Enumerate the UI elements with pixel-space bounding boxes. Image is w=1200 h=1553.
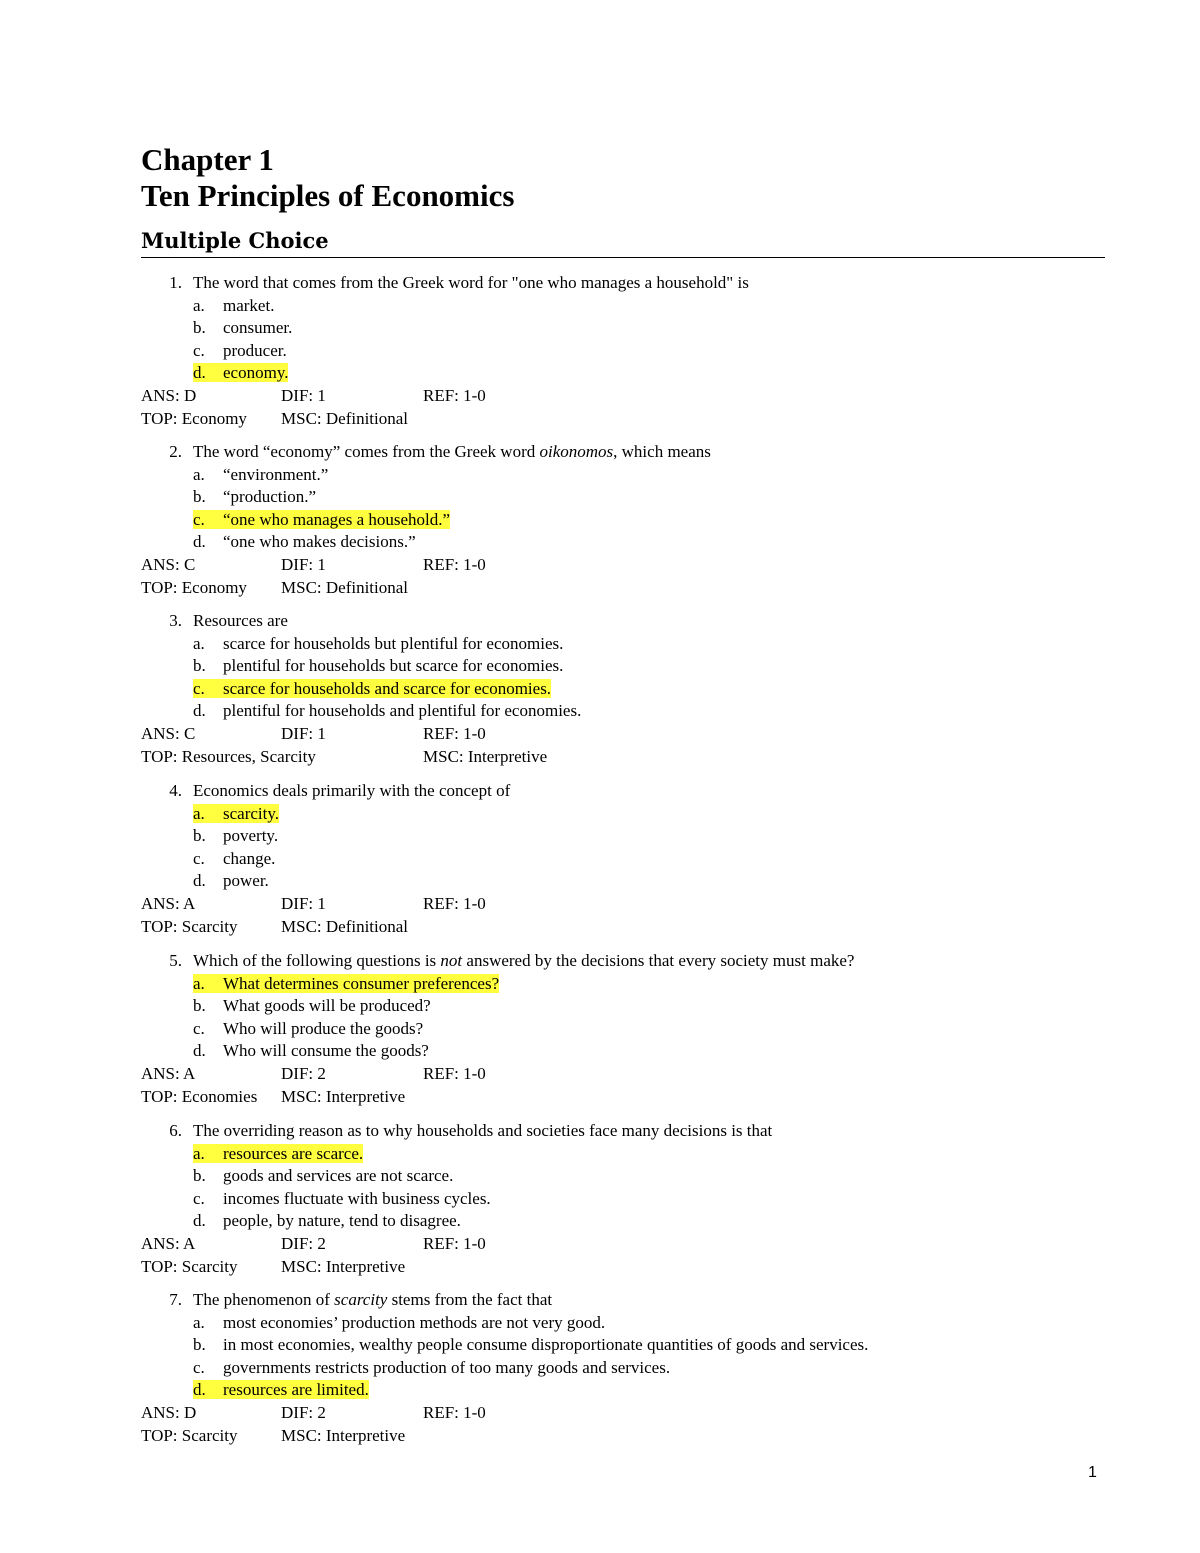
option-letter: b.: [193, 1166, 206, 1186]
answer-key: ANS: C: [141, 724, 196, 743]
question-text: The word that comes from the Greek word for "one who manages a household" is: [193, 273, 749, 292]
answer-option: [193, 1312, 605, 1334]
option-letter: d.: [193, 532, 206, 552]
option-content: [193, 656, 563, 675]
correct-answer-highlight: [193, 974, 499, 993]
option-letter: d.: [193, 871, 206, 891]
msc-label: MSC: Definitional: [281, 916, 409, 936]
answer-option: [193, 803, 279, 825]
option-letter: b.: [193, 318, 206, 338]
option-text: goods and services are not scarce.: [223, 1166, 454, 1186]
question-number: 7.: [169, 1290, 182, 1309]
topic-label: TOP: Scarcity: [141, 1256, 238, 1276]
option-letter: d.: [193, 1380, 206, 1400]
msc-label: MSC: Interpretive: [423, 746, 548, 766]
question-number: 4.: [169, 781, 182, 800]
option-content: [193, 1358, 670, 1377]
question-text-emphasis: not: [440, 951, 463, 970]
answer-key: ANS: D: [141, 386, 197, 405]
option-letter: b.: [193, 996, 206, 1016]
difficulty-label: DIF: 2: [281, 1403, 326, 1422]
option-letter: a.: [193, 803, 205, 823]
question-number: 5.: [169, 951, 182, 970]
topic-label: TOP: Economies: [141, 1086, 258, 1106]
option-content: [193, 318, 292, 337]
option-text: most economies’ production methods are not very good.: [223, 1312, 606, 1332]
answer-option: [193, 1165, 453, 1187]
option-text: power.: [223, 871, 269, 891]
correct-answer-highlight: [193, 804, 279, 823]
answer-option: [193, 870, 269, 892]
difficulty-label: DIF: 1: [281, 724, 326, 743]
difficulty-label: DIF: 1: [281, 555, 326, 574]
option-text: What determines consumer preferences?: [223, 973, 500, 993]
question-number: 6.: [169, 1121, 182, 1140]
option-text: “one who makes decisions.”: [223, 532, 416, 552]
msc-label: MSC: Interpretive: [281, 1256, 406, 1276]
option-text: What goods will be produced?: [223, 996, 431, 1016]
option-content: [193, 1211, 461, 1230]
chapter-heading: Chapter 1: [141, 142, 274, 177]
option-letter: a.: [193, 1143, 205, 1163]
reference-label: REF: 1-0: [423, 555, 486, 574]
option-text: plentiful for households but scarce for economies.: [223, 656, 564, 676]
option-content: [193, 487, 316, 506]
option-text: “one who manages a household.”: [223, 509, 451, 529]
answer-option: [193, 1143, 363, 1165]
answer-key: ANS: A: [141, 1234, 196, 1253]
option-text: plentiful for households and plentiful for economies.: [223, 701, 582, 721]
option-letter: a.: [193, 633, 205, 653]
answer-key: ANS: A: [141, 1064, 196, 1083]
option-content: [193, 1313, 605, 1332]
option-letter: b.: [193, 826, 206, 846]
answer-option: [193, 486, 316, 508]
option-letter: d.: [193, 363, 206, 383]
option-content: [193, 1019, 423, 1038]
option-text: people, by nature, tend to disagree.: [223, 1211, 461, 1231]
answer-option: [193, 464, 328, 486]
option-content: [193, 1189, 491, 1208]
question-text-emphasis: scarcity: [334, 1290, 388, 1309]
msc-label: MSC: Definitional: [281, 408, 409, 428]
question-number: 1.: [169, 273, 182, 292]
msc-label: MSC: Interpretive: [281, 1086, 406, 1106]
question-text-part: stems from the fact that: [387, 1290, 553, 1309]
option-letter: c.: [193, 1188, 205, 1208]
section-heading: Multiple Choice: [141, 228, 1105, 258]
option-text: scarcity.: [223, 803, 280, 823]
option-letter: d.: [193, 1041, 206, 1061]
answer-option: [193, 995, 431, 1017]
answer-option: [193, 1188, 491, 1210]
option-content: [193, 996, 431, 1015]
answer-option: [193, 1040, 429, 1062]
option-content: [193, 849, 275, 868]
answer-option: [193, 655, 563, 677]
option-letter: b.: [193, 656, 206, 676]
correct-answer-highlight: [193, 1144, 363, 1163]
answer-key: ANS: C: [141, 555, 196, 574]
reference-label: REF: 1-0: [423, 1403, 486, 1422]
reference-label: REF: 1-0: [423, 724, 486, 743]
option-text: “environment.”: [223, 464, 329, 484]
option-text: Who will consume the goods?: [223, 1041, 429, 1061]
option-letter: a.: [193, 464, 205, 484]
question-text-part: The phenomenon of: [193, 1290, 335, 1309]
option-letter: a.: [193, 1312, 205, 1332]
option-text: change.: [223, 848, 276, 868]
difficulty-label: DIF: 1: [281, 386, 326, 405]
question-number: 2.: [169, 442, 182, 461]
option-text: market.: [223, 295, 275, 315]
correct-answer-highlight: [193, 1380, 369, 1399]
answer-option: [193, 531, 416, 553]
question-number: 3.: [169, 611, 182, 630]
option-text: governments restricts production of too many goods and services.: [223, 1357, 671, 1377]
option-content: [193, 826, 278, 845]
option-letter: c.: [193, 678, 205, 698]
option-content: [193, 296, 274, 315]
option-content: [193, 871, 269, 890]
reference-label: REF: 1-0: [423, 1064, 486, 1083]
option-text: consumer.: [223, 318, 293, 338]
answer-option: [193, 678, 551, 700]
answer-option: [193, 1334, 868, 1356]
question-text-emphasis: oikonomos: [539, 442, 614, 461]
option-letter: c.: [193, 1357, 205, 1377]
option-text: Who will produce the goods?: [223, 1018, 424, 1038]
option-letter: d.: [193, 701, 206, 721]
option-text: “production.”: [223, 487, 316, 507]
answer-key: ANS: D: [141, 1403, 197, 1422]
option-letter: b.: [193, 1335, 206, 1355]
msc-label: MSC: Definitional: [281, 577, 409, 597]
msc-label: MSC: Interpretive: [281, 1425, 406, 1445]
question-text-part: Which of the following questions is: [193, 951, 441, 970]
answer-option: [193, 509, 450, 531]
question-text: Economics deals primarily with the concept of: [193, 781, 511, 800]
question-text-part: , which means: [613, 442, 711, 461]
page-number: 1: [1088, 1464, 1097, 1481]
option-content: [193, 1166, 453, 1185]
answer-option: [193, 973, 499, 995]
topic-label: TOP: Economy: [141, 577, 247, 597]
question-text: Resources are: [193, 611, 288, 630]
question-text: The overriding reason as to why households and societies face many decisions is that: [193, 1121, 773, 1140]
difficulty-label: DIF: 2: [281, 1234, 326, 1253]
correct-answer-highlight: [193, 679, 551, 698]
question-text: [193, 1289, 552, 1311]
chapter-title: Ten Principles of Economics: [141, 178, 515, 213]
answer-key: ANS: A: [141, 894, 196, 913]
answer-option: [193, 1357, 670, 1379]
option-text: economy.: [223, 363, 289, 383]
answer-option: [193, 1018, 423, 1040]
option-letter: c.: [193, 509, 205, 529]
question-text-part: answered by the decisions that every society must make?: [462, 951, 855, 970]
option-text: producer.: [223, 340, 287, 360]
option-text: poverty.: [223, 826, 279, 846]
topic-label: TOP: Resources, Scarcity: [141, 746, 316, 766]
option-letter: a.: [193, 295, 205, 315]
reference-label: REF: 1-0: [423, 386, 486, 405]
answer-option: [193, 1379, 369, 1401]
reference-label: REF: 1-0: [423, 894, 486, 913]
answer-option: [193, 317, 292, 339]
option-content: [193, 1335, 868, 1354]
question-text: [193, 950, 854, 972]
answer-option: [193, 848, 275, 870]
correct-answer-highlight: [193, 510, 450, 529]
answer-option: [193, 700, 581, 722]
correct-answer-highlight: [193, 363, 288, 382]
answer-option: [193, 825, 278, 847]
option-content: [193, 465, 328, 484]
topic-label: TOP: Scarcity: [141, 916, 238, 936]
option-letter: c.: [193, 1018, 205, 1038]
option-text: in most economies, wealthy people consume disproportionate quantities of goods and services.: [223, 1335, 869, 1355]
topic-label: TOP: Scarcity: [141, 1425, 238, 1445]
difficulty-label: DIF: 1: [281, 894, 326, 913]
option-letter: c.: [193, 848, 205, 868]
option-content: [193, 341, 287, 360]
reference-label: REF: 1-0: [423, 1234, 486, 1253]
option-text: scarce for households but plentiful for economies.: [223, 633, 564, 653]
question-text-part: The word “economy” comes from the Greek word: [193, 442, 540, 461]
option-content: [193, 634, 563, 653]
option-content: [193, 532, 416, 551]
answer-option: [193, 633, 563, 655]
question-text: [193, 441, 711, 463]
difficulty-label: DIF: 2: [281, 1064, 326, 1083]
option-letter: b.: [193, 487, 206, 507]
option-text: resources are limited.: [223, 1380, 369, 1400]
answer-option: [193, 1210, 461, 1232]
option-letter: a.: [193, 973, 205, 993]
answer-option: [193, 362, 288, 384]
option-content: [193, 701, 581, 720]
option-content: [193, 1041, 429, 1060]
option-text: scarce for households and scarce for economies.: [223, 678, 552, 698]
option-text: resources are scarce.: [223, 1143, 364, 1163]
answer-option: [193, 295, 274, 317]
answer-option: [193, 340, 287, 362]
option-letter: c.: [193, 340, 205, 360]
topic-label: TOP: Economy: [141, 408, 247, 428]
option-letter: d.: [193, 1211, 206, 1231]
option-text: incomes fluctuate with business cycles.: [223, 1188, 491, 1208]
